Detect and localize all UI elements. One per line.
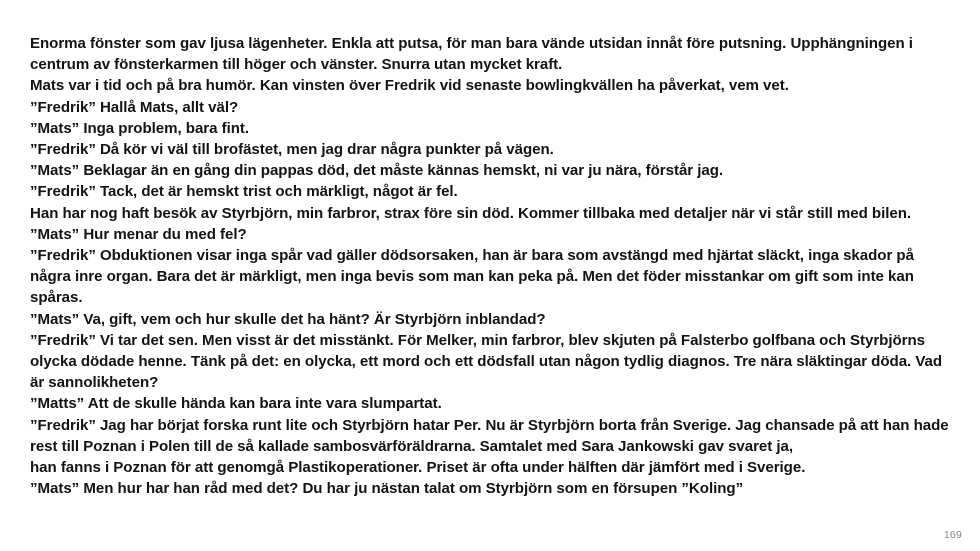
paragraph: ”Mats” Men hur har han råd med det? Du har ju nästan talat om Styrbjörn som en försupen ”Koling” bbox=[30, 480, 744, 498]
page-number: 169 bbox=[943, 529, 962, 541]
paragraph: Mats var i tid och på bra humör. Kan vinsten över Fredrik vid senaste bowlingkvällen ha påverkat, vem vet. bbox=[30, 77, 789, 95]
paragraph: ”Matts” Att de skulle hända kan bara inte vara slumpartat. bbox=[30, 395, 442, 413]
paragraph: Enorma fönster som gav ljusa lägenheter. Enkla att putsa, för man bara vände utsidan innåt före putsning. Upphängningen i centrum av fönsterkarmen till höger och vänster. Snurra utan mycket kraft. bbox=[30, 35, 913, 74]
paragraph: ”Mats” Beklagar än en gång din pappas död, det måste kännas hemskt, ni var ju nära, förstår jag. bbox=[30, 162, 724, 180]
paragraph: ”Mats” Hur menar du med fel? bbox=[30, 225, 247, 243]
paragraph: ”Mats” Va, gift, vem och hur skulle det ha hänt? Är Styrbjörn inblandad? bbox=[30, 310, 546, 328]
paragraph: ”Fredrik” Hallå Mats, allt väl? bbox=[30, 98, 239, 116]
paragraph: ”Mats” Inga problem, bara fint. bbox=[30, 119, 250, 137]
paragraph: ”Fredrik” Jag har börjat forska runt lite och Styrbjörn hatar Per. Nu är Styrbjörn borta från Sverige. Jag chansade på att han hade rest till Poznan i Polen till de så kallade sambosvärföräldrarna. Samtalet med Sara Jankowski gav svaret ja, bbox=[30, 416, 949, 455]
paragraph: ”Fredrik” Tack, det är hemskt trist och märkligt, något är fel. bbox=[30, 183, 458, 201]
document-body bbox=[30, 33, 952, 499]
paragraph: ”Fredrik” Då kör vi väl till brofästet, men jag drar några punkter på vägen. bbox=[30, 141, 554, 159]
paragraph: ”Fredrik” Vi tar det sen. Men visst är det misstänkt. För Melker, min farbror, blev skjuten på Falsterbo golfbana och Styrbjörns olycka dödade henne. Tänk på det: en olycka, ett mord och ett dödsfall utan någon tydlig diagnos. Tre nära släktingar döda. Vad är sannolikheten? bbox=[30, 331, 943, 392]
paragraph: ”Fredrik” Obduktionen visar inga spår vad gäller dödsorsaken, han är bara som avstängd med hjärtat släckt, inga skador på några inre organ. Bara det är märkligt, men inga bevis som man kan peka på. Men det föder misstankar om gift som inte kan spåras. bbox=[30, 247, 914, 307]
paragraph: Han har nog haft besök av Styrbjörn, min farbror, strax före sin död. Kommer tillbaka med detaljer när vi står still med bilen. bbox=[30, 204, 912, 222]
paragraph: han fanns i Poznan för att genomgå Plastikoperationer. Priset är ofta under hälften där jämfört med i Sverige. bbox=[30, 459, 806, 477]
